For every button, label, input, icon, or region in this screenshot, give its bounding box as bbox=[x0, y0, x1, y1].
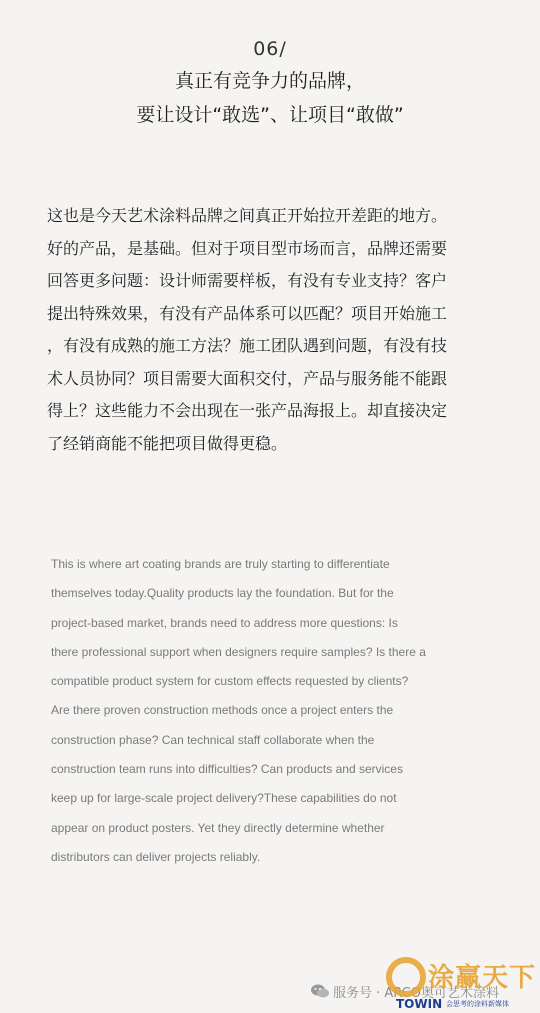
zh-line: 好的产品，是基础。但对于项目型市场而言，品牌还需要 bbox=[47, 238, 448, 258]
en-line: there professional support when designers require samples? Is there a bbox=[51, 644, 426, 659]
zh-line: 这也是今天艺术涂料品牌之间真正开始拉开差距的地方。 bbox=[47, 206, 448, 225]
en-line: compatible product system for custom effects requested by clients? bbox=[51, 674, 409, 689]
en-line: project-based market, brands need to address more questions: Is bbox=[51, 615, 398, 630]
logo-english-text: TOWIN bbox=[396, 997, 443, 1011]
source-label[interactable]: 服务号 · ARCO奥可艺术涂料 bbox=[333, 986, 499, 1001]
zh-line: 得上？这些能力不会出现在一张产品海报上。却直接决定 bbox=[47, 401, 448, 420]
zh-line: 了经销商能不能把项目做得更稳。 bbox=[47, 433, 288, 453]
en-line: construction phase? Can technical staff collaborate when the bbox=[51, 732, 375, 747]
zh-line: 回答更多问题：设计师需要样板，有没有专业支持？客户 bbox=[47, 271, 448, 290]
logo-chinese-text: 涂赢天下 bbox=[428, 963, 537, 993]
english-paragraph bbox=[51, 550, 511, 872]
section-heading bbox=[0, 34, 540, 132]
zh-line: 术人员协同？项目需要大面积交付，产品与服务能不能跟 bbox=[47, 368, 448, 388]
en-line: construction team runs into difficulties? Can products and services bbox=[51, 762, 403, 777]
section-title-line-2: 要让设计“敢选”、让项目“敢做” bbox=[136, 104, 404, 126]
zh-line: 提出特殊效果，有没有产品体系可以匹配？项目开始施工 bbox=[47, 303, 448, 323]
chinese-paragraph bbox=[47, 200, 497, 460]
en-line: appear on product posters. Yet they directly determine whether bbox=[51, 820, 385, 835]
en-line: Are there proven construction methods once a project enters the bbox=[51, 703, 394, 718]
en-line: This is where art coating brands are truly starting to differentiate bbox=[51, 557, 390, 571]
en-line: distributors can deliver projects reliably. bbox=[51, 849, 261, 864]
wechat-icon bbox=[310, 983, 330, 999]
logo-tagline: 会思考的涂料新媒体 bbox=[446, 1000, 509, 1008]
logo-ring-icon bbox=[386, 957, 426, 997]
footer-watermark bbox=[0, 955, 540, 1013]
section-number: 06/ bbox=[253, 38, 287, 60]
en-line: keep up for large-scale project delivery?These capabilities do not bbox=[51, 791, 397, 806]
section-title-line-1: 真正有竞争力的品牌， bbox=[174, 70, 365, 92]
towin-logo bbox=[386, 957, 536, 1013]
zh-line: ，有没有成熟的施工方法？施工团队遇到问题，有没有技 bbox=[47, 336, 448, 355]
en-line: themselves today.Quality products lay the foundation. But for the bbox=[51, 586, 394, 601]
